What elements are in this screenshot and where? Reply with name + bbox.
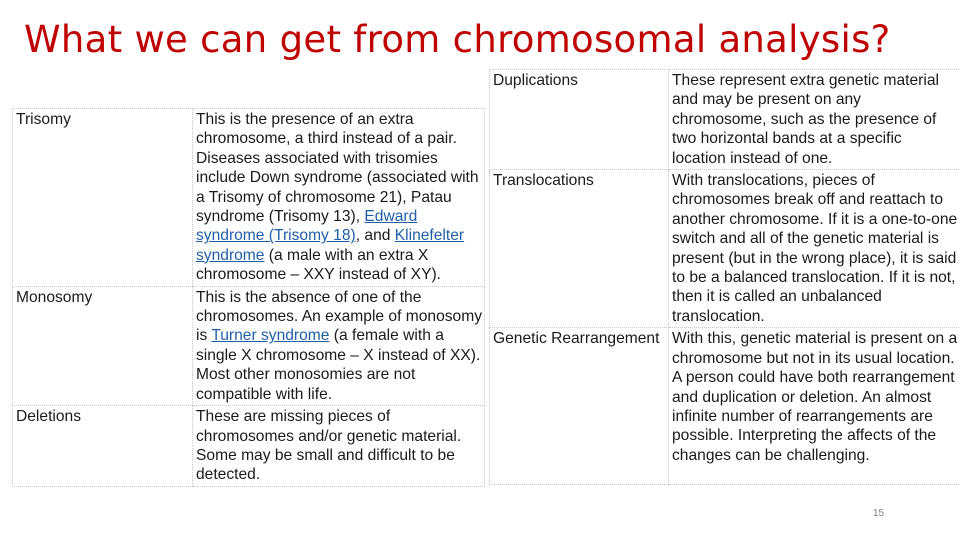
link-edward-syndrome[interactable]: Edward syndrome (Trisomy 18): [196, 208, 418, 245]
right-chromosome-table: [489, 69, 960, 485]
description-deletions-text-1: These are missing pieces of chromosomes and/or genetic material. Some may be small and difficult to be detected.: [196, 408, 462, 484]
term-translocations: Translocations: [490, 170, 669, 328]
term-monosomy: Monosomy: [13, 286, 193, 405]
left-chromosome-table: [12, 108, 485, 487]
description-translocations: [669, 170, 960, 328]
description-genetic-rearrangement-text-1: With this, genetic material is present on a chromosome but not in its usual location. A person could have both rearrangement and duplication or deletion. An almost infinite number of rearrangements are possible. Interpreting the affects of the changes can be challenging.: [672, 330, 958, 464]
description-monosomy: [193, 286, 485, 405]
description-duplications: [669, 70, 960, 170]
table-row-genetic-rearrangement: [490, 328, 960, 485]
table-row-translocations: [490, 170, 960, 328]
description-trisomy-text-1: This is the presence of an extra chromosome, a third instead of a pair. Diseases associated with trisomies include Down syndrome (associated with a Trisomy of chromosome 21), Patau syndrome (Trisomy 13),: [196, 111, 479, 226]
description-deletions: [193, 406, 485, 487]
description-monosomy-text-2: (a female with a single X chromosome – X instead of XX). Most other monosomies are not compatible with life.: [196, 327, 481, 403]
description-trisomy-text-2: , and: [355, 227, 395, 245]
term-trisomy: Trisomy: [13, 109, 193, 287]
term-genetic-rearrangement: Genetic Rearrangement: [490, 328, 669, 485]
table-row-deletions: [13, 406, 485, 487]
description-translocations-text-1: With translocations, pieces of chromosomes break off and reattach to another chromosome. If it is a one-to-one switch and all of the genetic material is present (but in the wrong place), it is said to be a balanced translocation. If it is not, then it is called an unbalanced translocation.: [672, 172, 958, 325]
description-trisomy: [193, 109, 485, 287]
link-turner-syndrome[interactable]: Turner syndrome: [211, 327, 330, 345]
description-trisomy-text-3: (a male with an extra X chromosome – XXY instead of XY).: [196, 246, 441, 284]
slide-title: What we can get from chromosomal analysis?: [24, 18, 891, 61]
term-duplications: Duplications: [490, 70, 669, 170]
link-klinefelter-syndrome[interactable]: Klinefelter syndrome: [196, 227, 465, 264]
term-deletions: Deletions: [13, 406, 193, 487]
table-row-monosomy: [13, 286, 485, 405]
table-row-duplications: [490, 70, 960, 170]
description-genetic-rearrangement: [669, 328, 960, 485]
description-duplications-text-1: These represent extra genetic material and may be present on any chromosome, such as the presence of two horizontal bands at a specific location instead of one.: [672, 72, 939, 167]
description-monosomy-text-1: This is the absence of one of the chromosomes. An example of monosomy is: [196, 288, 483, 345]
table-row-trisomy: [13, 109, 485, 287]
page-number: 15: [873, 508, 885, 519]
